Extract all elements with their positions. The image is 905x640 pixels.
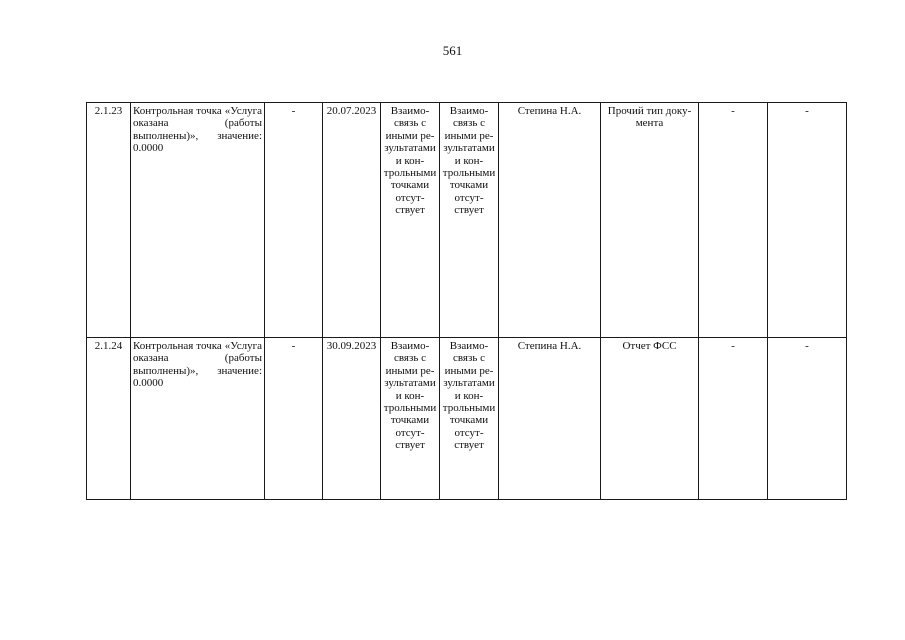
base-date: - <box>265 338 323 500</box>
predecessor-links: Взаимо- связь с иными ре- зультатами и кон- трольными точками отсут- ствует <box>381 103 440 338</box>
successor-links: Взаимо- связь с иными ре- зультатами и кон- трольными точками отсут- ствует <box>440 338 499 500</box>
end-date: 20.07.2023 <box>323 103 381 338</box>
responsible-person: Степина Н.А. <box>499 103 601 338</box>
info-system: - <box>699 338 768 500</box>
end-date: 30.09.2023 <box>323 338 381 500</box>
table-row <box>87 103 847 338</box>
control-point-name: Контрольная точка «Услуга оказана (работы выполнены)», значение: 0.0000 <box>131 103 265 338</box>
responsible-person: Степина Н.А. <box>499 338 601 500</box>
row-number: 2.1.23 <box>87 103 131 338</box>
control-points-table <box>86 102 847 500</box>
document-type: Прочий тип доку- мента <box>601 103 699 338</box>
successor-links: Взаимо- связь с иными ре- зультатами и кон- трольными точками отсут- ствует <box>440 103 499 338</box>
predecessor-links: Взаимо- связь с иными ре- зультатами и кон- трольными точками отсут- ствует <box>381 338 440 500</box>
notes: - <box>768 103 847 338</box>
info-system: - <box>699 103 768 338</box>
document-type: Отчет ФСС <box>601 338 699 500</box>
row-number: 2.1.24 <box>87 338 131 500</box>
control-point-name: Контрольная точка «Услуга оказана (работы выполнены)», значение: 0.0000 <box>131 338 265 500</box>
notes: - <box>768 338 847 500</box>
page-number: 561 <box>442 43 463 58</box>
table-row <box>87 338 847 500</box>
base-date: - <box>265 103 323 338</box>
